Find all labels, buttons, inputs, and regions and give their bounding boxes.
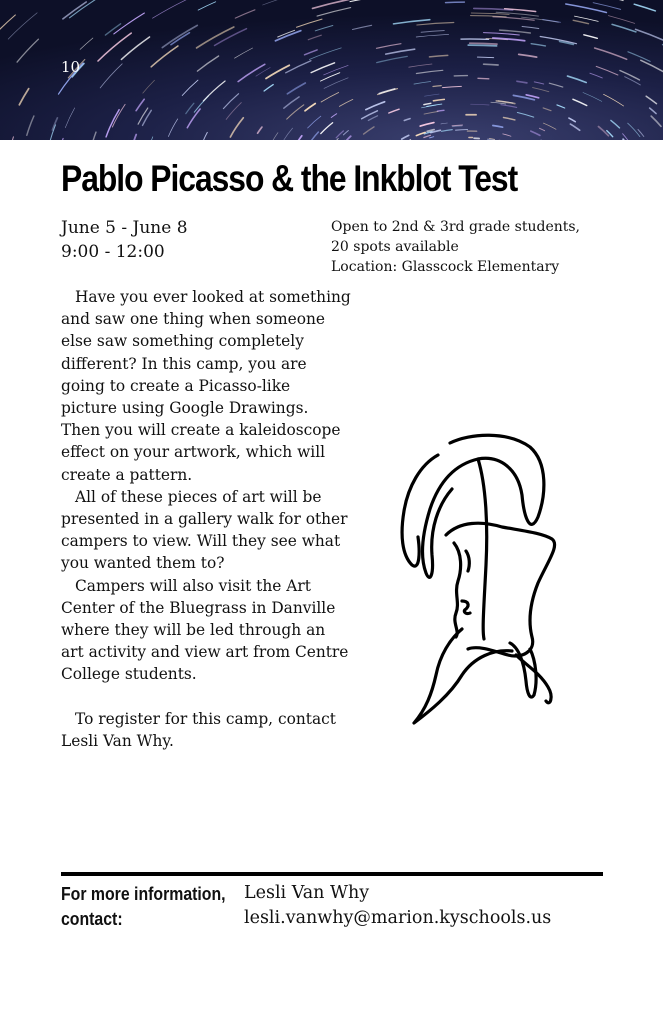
contact-values <box>244 881 551 931</box>
camp-description <box>61 286 351 752</box>
star-trail <box>446 2 465 3</box>
description-paragraph: Campers will also visit the Art Center of the Bluegrass in Danville where they will be led through an art activity and view art from Centre College students. <box>61 576 349 684</box>
star-trail-banner <box>0 0 663 140</box>
contact-label <box>61 882 226 932</box>
description-paragraph: All of these pieces of art will be presented in a gallery walk for other campers to view. Will they see what you wanted them to? <box>61 487 348 573</box>
star-trail <box>437 110 444 111</box>
contact-label-line2: contact: <box>61 909 123 929</box>
picasso-line-drawing-icon <box>390 425 570 735</box>
footer-divider <box>61 872 603 876</box>
star-trail <box>468 45 496 46</box>
star-trail <box>470 43 497 44</box>
paragraph-spacer <box>61 686 351 708</box>
description-paragraph: Have you ever looked at something and saw one thing when someone else saw something completely different? In this camp, you are going to create a Picasso-like picture using Google Drawings. Then you will create a kaleidoscope effect on your artwork, which will create a pattern. <box>61 288 351 484</box>
schedule-block <box>61 216 188 264</box>
location-text: Location: Glasscock Elementary <box>331 259 560 275</box>
page-title: Pablo Picasso & the Inkblot Test <box>61 158 518 199</box>
eligibility-text: Open to 2nd & 3rd grade students, <box>331 219 581 235</box>
spots-text: 20 spots available <box>331 239 459 255</box>
contact-label-line1: For more information, <box>61 884 226 904</box>
contact-name: Lesli Van Why <box>244 883 370 903</box>
contact-email[interactable]: lesli.vanwhy@marion.kyschools.us <box>244 908 552 928</box>
registration-paragraph: To register for this camp, contact Lesli Van Why. <box>61 709 336 750</box>
star-trail <box>484 64 499 65</box>
camp-details <box>331 217 580 277</box>
star-trail <box>478 78 489 79</box>
page-number: 10 <box>61 58 81 76</box>
star-trail <box>488 139 494 140</box>
camp-time: 9:00 - 12:00 <box>61 242 165 262</box>
star-trail-image <box>0 0 663 140</box>
camp-dates: June 5 - June 8 <box>61 218 188 238</box>
